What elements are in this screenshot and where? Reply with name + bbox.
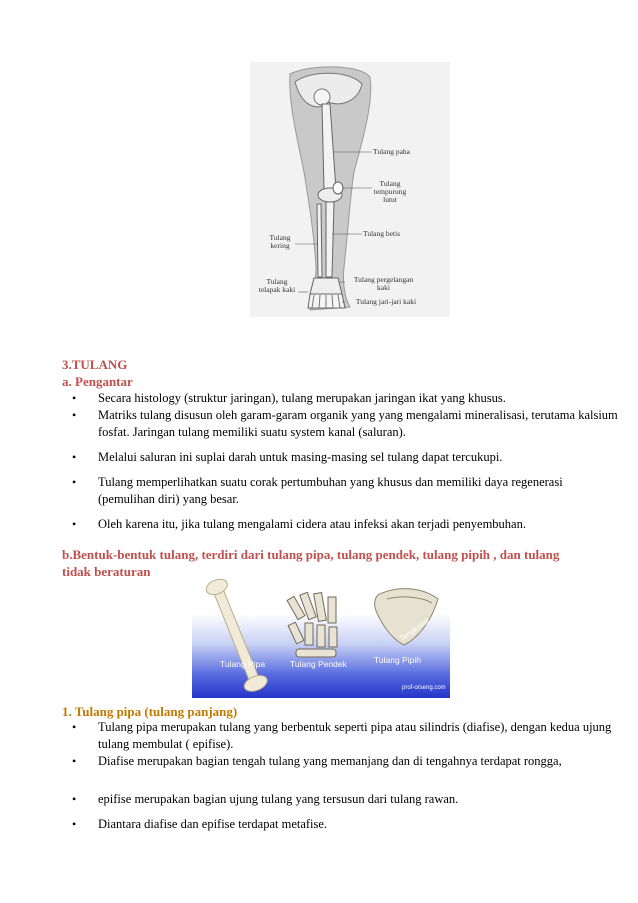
section-title: 3.TULANG <box>62 357 128 372</box>
list-item: • epifise merupakan bagian ujung tulang yang tersusun dari tulang rawan. <box>72 792 459 806</box>
leg-skeleton-figure <box>250 62 450 317</box>
bullets-a-2 <box>62 449 620 466</box>
bullet-icon: • <box>72 450 77 464</box>
bullet-icon: • <box>72 408 77 422</box>
subsection-b-title: b.Bentuk-bentuk tulang, terdiri dari tulang pipa, tulang pendek, tulang pipih , dan tulang tidak beraturan <box>62 547 560 579</box>
watermark: prof-orseng.com <box>402 685 446 691</box>
bullets-1-b <box>62 791 620 808</box>
bullets-a-1 <box>62 390 620 441</box>
bullet-icon: • <box>72 817 77 831</box>
label-metatarsal: Tulang telapak kaki <box>258 277 296 294</box>
bullets-a-4 <box>62 516 620 533</box>
label-phalanges: Tulang jari-jari kaki <box>355 297 417 306</box>
bullets-1-c <box>62 816 620 833</box>
bullet-icon: • <box>72 720 77 734</box>
bullets-1-a <box>62 719 620 770</box>
label-femur: Tulang paha <box>373 147 411 156</box>
list-item: • Diafise merupakan bagian tengah tulang yang memanjang dan di tengahnya terdapat rongga, <box>72 754 562 768</box>
bullet-icon: • <box>72 754 77 768</box>
list-item: • Tulang pipa merupakan tulang yang berbentuk seperti pipa atau silindris (diafise), dengan kedua ujung tulang membulat ( epifise). <box>72 720 612 751</box>
tag-pangkal-tangan: Pangkal Tangan <box>336 582 365 613</box>
label-patella: Tulang tempurung lutut <box>373 179 407 204</box>
list-item: • Matriks tulang disusun oleh garam-garam organik yang yang mengalami mineralisasi, terutama kalsium fosfat. Jaringan tulang memiliki suatu system kanal (saluran). <box>72 408 618 439</box>
tag-tengkorak: Tengkorak <box>397 615 432 644</box>
label-short-bone: Tulang Pendek <box>290 659 347 669</box>
bullet-icon: • <box>72 391 77 405</box>
bone-shapes-illustration <box>192 577 450 698</box>
label-long-bone: Tulang Pipa <box>220 659 266 669</box>
bone-shapes-figure <box>192 577 450 698</box>
subsection-a-title: a. Pengantar <box>62 374 133 389</box>
bullets-a-3 <box>62 474 620 508</box>
bullet-icon: • <box>72 792 77 806</box>
label-flat-bone: Tulang Pipih <box>374 655 421 665</box>
label-fibula: Tulang kering <box>269 233 291 250</box>
tag-paha: Paha <box>240 601 257 622</box>
label-tarsal: Tulang pergelangan kaki <box>353 275 414 292</box>
list-item: • Tulang memperlihatkan suatu corak pertumbuhan yang khusus dan memiliki daya regenerasi (pemulihan diri) yang besar. <box>72 475 563 506</box>
bullet-icon: • <box>72 517 77 531</box>
list-item: • Melalui saluran ini suplai darah untuk masing-masing sel tulang dapat tercukupi. <box>72 450 503 464</box>
list-item: • Oleh karena itu, jika tulang mengalami cidera atau infeksi akan terjadi penyembuhan. <box>72 517 526 531</box>
bullet-icon: • <box>72 475 77 489</box>
label-tibia: Tulang betis <box>363 229 401 238</box>
list-item: • Diantara diafise dan epifise terdapat metafise. <box>72 817 328 831</box>
list-item: • Secara histology (struktur jaringan), tulang merupakan jaringan ikat yang khusus. <box>72 391 506 405</box>
subsection-1-title: 1. Tulang pipa (tulang panjang) <box>62 704 238 719</box>
